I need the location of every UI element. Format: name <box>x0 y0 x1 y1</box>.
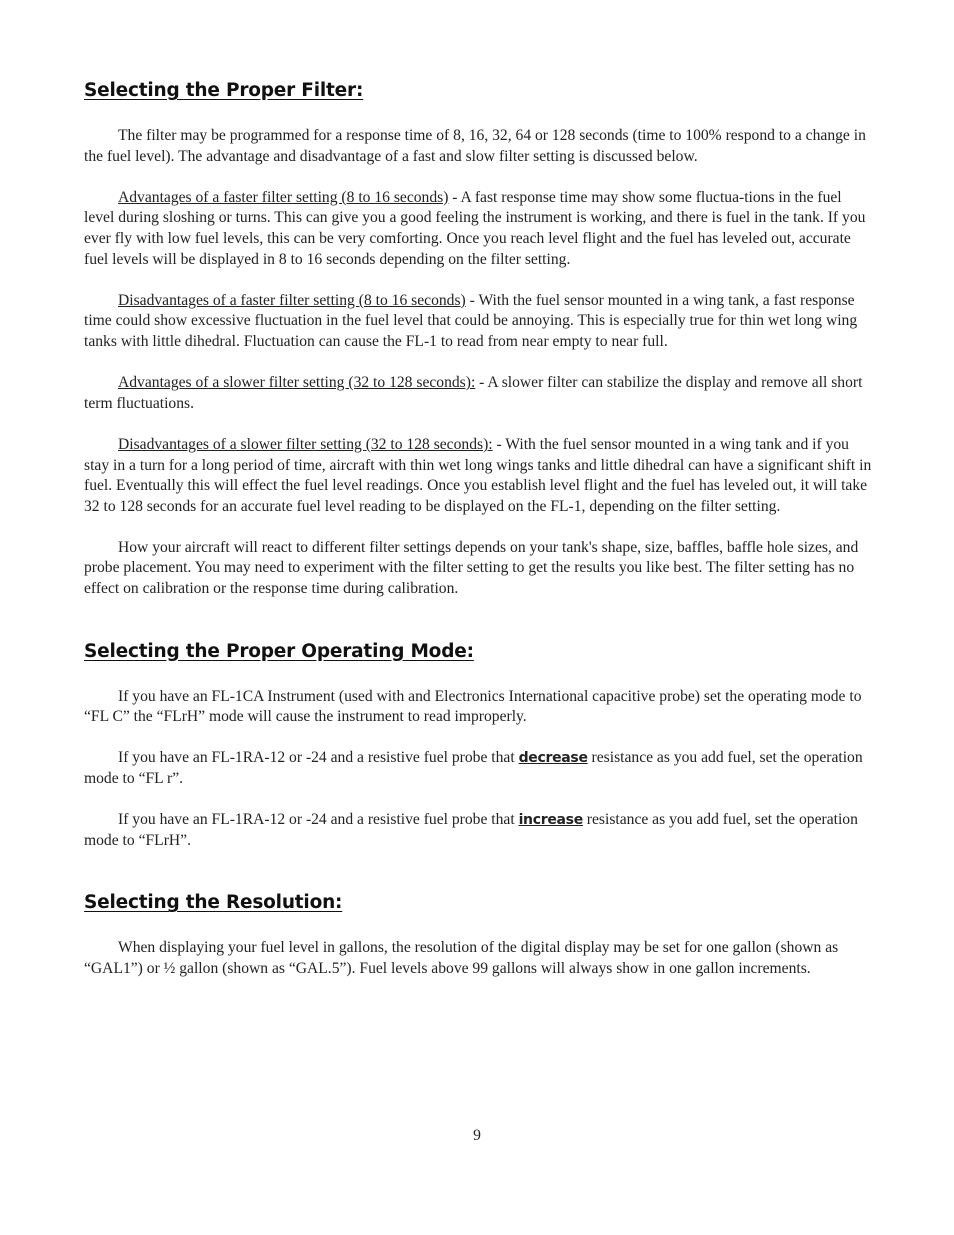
dis-fast-label: Disadvantages of a faster filter setting (8 to 16 seconds) <box>118 291 466 309</box>
mode-decrease-paragraph <box>84 748 872 789</box>
adv-slow-label: Advantages of a slower filter setting (32 to 128 seconds): <box>118 374 476 392</box>
filter-heading: Selecting the Proper Filter: <box>84 80 364 101</box>
decrease-text-before: If you have an FL-1RA-12 or -24 and a resistive fuel probe that <box>118 749 519 767</box>
adv-fast-text: - A fast response time may show some fluctua-tions in the fuel level during sloshing or turns. This can give you a good feeling the instrument is working, and there is fuel in the tank. If you ever fly with low fuel levels, this can be very comforting. Once you reach level flight and the fuel has leveled out, accurate fuel levels will be displayed in 8 to 16 seconds depending on the filter setting. <box>84 188 866 268</box>
dis-fast-paragraph <box>84 291 872 353</box>
increase-keyword: increase <box>518 812 583 829</box>
resolution-heading: Selecting the Resolution: <box>84 892 343 914</box>
dis-slow-text: - With the fuel sensor mounted in a wing tank and if you stay in a turn for a long period of time, aircraft with thin wet long wings tanks and little dihedral can have a significant shift in fuel. Eventually this will effect the fuel level readings. Once you establish level flight and the fuel has leveled out, it will take 32 to 128 seconds for an accurate fuel level reading to be displayed on the FL-1, depending on the filter setting. <box>84 435 872 515</box>
increase-text-before: If you have an FL-1RA-12 or -24 and a resistive fuel probe that <box>118 811 519 829</box>
adv-slow-paragraph <box>84 373 872 414</box>
adv-fast-label: Advantages of a faster filter setting (8 to 16 seconds) <box>118 188 449 206</box>
adv-fast-paragraph <box>84 188 872 270</box>
manual-page <box>84 80 872 980</box>
filter-closing-paragraph: How your aircraft will react to different filter settings depends on your tank's shape, size, baffles, baffle hole sizes, and probe placement. You may need to experiment with the filter setting to get the results you like best. The filter setting has no effect on calibration or the response time during calibration. <box>84 538 859 598</box>
adv-slow-text: - A slower filter can stabilize the display and remove all short term fluctuations. <box>84 374 863 412</box>
decrease-text-after: resistance as you add fuel, set the operation mode to “FL r”. <box>84 749 863 788</box>
resolution-paragraph: When displaying your fuel level in gallons, the resolution of the digital display may be set for one gallon (shown as “GAL1”) or ½ gallon (shown as “GAL.5”). Fuel levels above 99 gallons will always show in one gallon increments. <box>84 939 839 977</box>
mode-capacitive-paragraph: If you have an FL-1CA Instrument (used with and Electronics International capacitive probe) set the operating mode to “FL C” the “FLrH” mode will cause the instrument to read improperly. <box>84 687 862 726</box>
decrease-keyword: decrease <box>518 750 588 767</box>
mode-heading: Selecting the Proper Operating Mode: <box>84 640 474 662</box>
dis-slow-label: Disadvantages of a slower filter setting (32 to 128 seconds): <box>118 435 493 453</box>
dis-slow-paragraph <box>84 435 872 517</box>
increase-text-after: resistance as you add fuel, set the operation mode to “FLrH”. <box>84 811 858 849</box>
dis-fast-text: - With the fuel sensor mounted in a wing tank, a fast response time could show excessive fluctuation in the fuel level that could be annoying. This is especially true for thin wet long wing tanks with little dihedral. Fluctuation can cause the FL-1 to read from near empty to near full. <box>84 291 858 350</box>
page-number: 9 <box>473 1127 481 1144</box>
filter-intro-paragraph: The filter may be programmed for a response time of 8, 16, 32, 64 or 128 seconds (time to 100% respond to a change in the fuel level). The advantage and disadvantage of a fast and slow filter setting is discussed below. <box>84 127 866 165</box>
mode-increase-paragraph <box>84 810 872 851</box>
